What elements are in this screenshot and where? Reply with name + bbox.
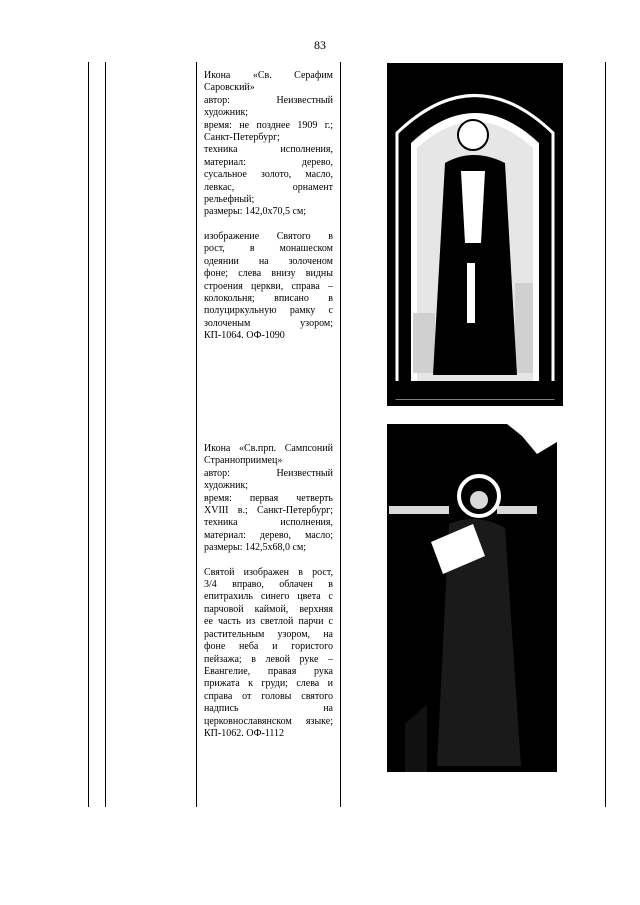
icon-photo-seraphim [387,63,563,406]
entry-1-attr-line: художник; [204,107,249,119]
entry-2-summary-line: церковнославянском языке; [204,715,333,727]
entry-2-summary-line: КП-1062. ОФ-1112 [204,727,285,739]
entry-1-attr-line: автор: Неизвестный [204,94,333,106]
entry-2-summary-line: парчовой каймой, верхняя [204,603,333,615]
entry-2-summary-line: справа от головы святого [204,690,333,702]
entry-2-attr-line: материал: дерево, масло; [204,529,333,541]
entry-1-attr-line: материал: дерево, [204,156,333,168]
entry-2-attr-line: XVIII в.; Санкт-Петербург; [204,505,333,517]
page-number: 83 [314,38,326,52]
entry-2-summary-line: пейзажа; в левой руке – [204,653,333,665]
entry-1-attr-line: техника исполнения, [204,144,333,156]
entry-2-summary-line: Святой изображен в рост, [204,566,333,578]
entry-1-attr-line: левкас, орнамент [204,181,333,193]
entry-2-attr-line: художник; [204,480,249,492]
entry-1-attr-line: сусальное золото, масло, [204,169,333,181]
entry-2-attr-line: техника исполнения, [204,517,333,529]
icon-image-seraphim [387,63,563,406]
entry-2-attr-line: размеры: 142,5x68,0 см; [204,542,307,554]
entry-1-summary-line: золоченым узором; [204,317,333,329]
table-border-left [88,62,89,807]
entry-1-summary-line: колокольня; вписано в [204,292,333,304]
entry-1-attr-line: Саровский» [204,82,255,94]
entry-1-summary [204,231,333,343]
entry-1-attr-line: рельефный; [204,194,255,206]
table-divider-3 [340,62,341,807]
entry-2-summary-line: ее часть из светлой парчи с [204,616,333,628]
icon-image-sampson [387,424,557,772]
entry-1-summary-line: рост, в монашеском [204,243,333,255]
entry-1-summary-line: строения церкви, справа – [204,280,333,292]
entry-2-description [204,443,333,740]
entry-1-attr-line: время: не позднее 1909 г.; [204,119,333,131]
table-divider-1 [105,62,106,807]
entry-2-summary-line: Евангелие, правая рука [204,665,333,677]
entry-1-attr-line: Икона «Св. Серафим [204,70,333,81]
entry-1-attr-line: Санкт-Петербург; [204,132,280,144]
icon-photo-sampson [387,424,557,772]
entry-2-attr-line: Странноприимец» [204,455,283,467]
entry-2-attributes [204,443,333,555]
entry-2-summary-line: 3/4 вправо, облачен в [204,579,333,591]
entry-1-summary-line: одеянии на золоченом [204,255,333,267]
table-divider-2 [196,62,197,807]
entry-2-summary-line: епитрахиль синего цвета с [204,591,333,603]
table-border-right [605,62,606,807]
entry-2-summary-line: фоне неба и гористого [204,641,333,653]
entry-2-summary [204,567,333,741]
entry-2-summary-line: прижата к груди; слева и [204,678,333,690]
entry-1-summary-line: КП-1064. ОФ-1090 [204,330,285,342]
entry-1-summary-line: фоне; слева внизу видны [204,268,333,280]
entry-2-summary-line: растительным узором, на [204,628,333,640]
entry-1-attributes [204,70,333,219]
entry-1-summary-line: полуциркульную рамку с [204,305,333,317]
entry-2-attr-line: время: первая четверть [204,492,333,504]
entry-2-attr-line: автор: Неизвестный [204,467,333,479]
entry-2-attr-line: Икона «Св.прп. Сампсоний [204,443,333,454]
entry-1-summary-line: изображение Святого в [204,230,333,242]
entry-1-attr-line: размеры: 142,0x70,5 см; [204,206,307,218]
entry-2-summary-line: надпись на [204,703,333,715]
entry-1-description [204,70,333,343]
